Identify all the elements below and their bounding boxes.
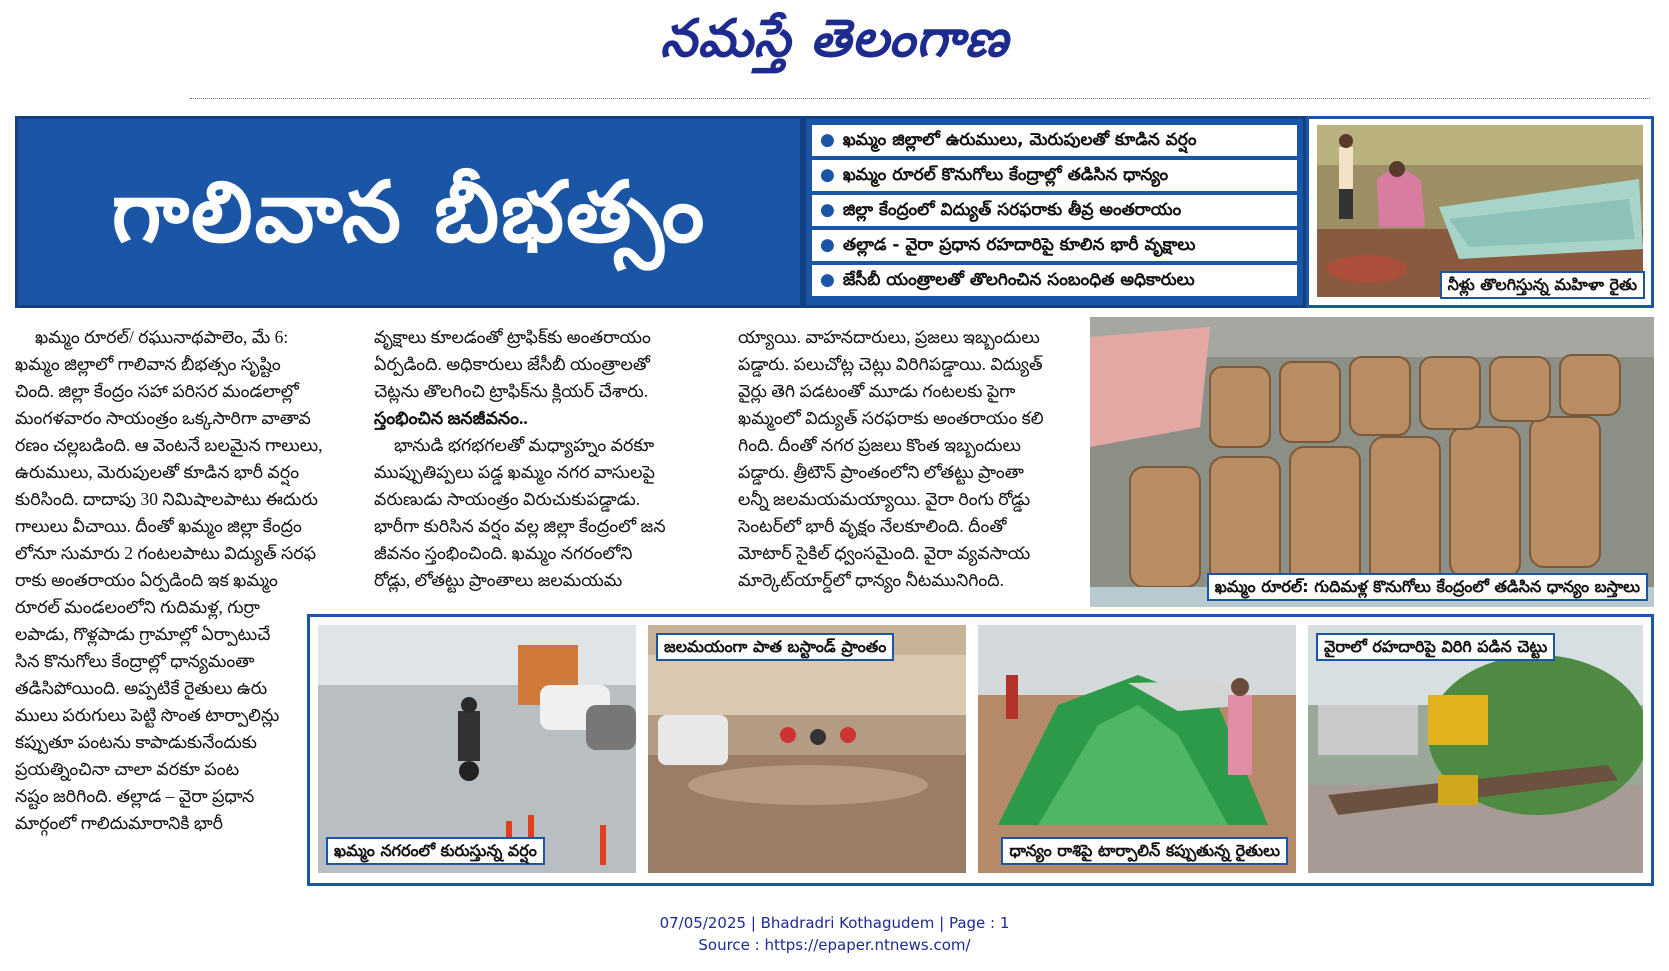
article-line: లోనూ సుమారు 2 గంటలపాటు విద్యుత్ సరఫ — [15, 543, 317, 563]
photo-caption: ఖమ్మం రూరల్: గుదిమళ్ల కొనుగోలు కేంద్రంలో తడిసిన ధాన్యం బస్తాలు — [1207, 573, 1648, 601]
photo-wet-grain-sacks — [1090, 317, 1654, 607]
article-line: రూరల్ మండలంలోని గుదిమళ్ల, గుర్రా — [15, 597, 260, 617]
article-line: రణం చల్లబడింది. ఆ వెంటనే బలమైన గాలులు, — [15, 435, 323, 455]
photo-caption: ధాన్యం రాశిపై టార్పాలిన్ కప్పుతున్న రైతులు — [1001, 837, 1288, 865]
photo-caption: ఖమ్మం నగరంలో కురుస్తున్న వర్షం — [326, 837, 545, 865]
bullet-text: తల్లాడ - వైరా ప్రధాన రహదారిపై కూలిన భారీ వృక్షాలు — [842, 235, 1196, 255]
photo-city-rain — [318, 625, 636, 873]
bullet-item — [812, 125, 1297, 156]
article-line: ఖమ్మం జిల్లాలో గాలివాన బీభత్సం సృష్టిం — [15, 354, 281, 374]
article-line: గింది. దీంతో నగర ప్రజలు కొంత ఇబ్బందులు — [738, 435, 1021, 455]
article-line: మార్గంలో గాలిదుమారానికి భారీ — [15, 813, 224, 833]
bullet-icon: ● — [820, 235, 835, 255]
article-line: ఖమ్మం రూరల్/ రఘునాథపాలెం, మే 6: — [35, 327, 289, 347]
article-line: ఖమ్మంలో విద్యుత్ సరఫరాకు అంతరాయం కలి — [738, 408, 1044, 428]
article-line: వృక్షాలు కూలడంతో ట్రాఫిక్‌కు అంతరాయం — [374, 327, 651, 347]
article-line: కప్పుతూ పంటను కాపాడుకునేందుకు — [15, 732, 257, 752]
masthead-divider — [190, 98, 1650, 100]
article-line: సెంటర్‌లో భారీ వృక్షం నేలకూలింది. దీంతో — [738, 516, 1007, 536]
article-line: పడ్డారు. పలుచోట్ల చెట్లు విరిగిపడ్డాయి. విద్యుత్ — [738, 354, 1043, 374]
article-line: భారీగా కురిసిన వర్షం వల్ల జిల్లా కేంద్రంలో జన — [374, 516, 666, 536]
photo-fallen-tree — [1308, 625, 1643, 873]
photo-old-bus-stand — [648, 625, 966, 873]
bullet-text: ఖమ్మం జిల్లాలో ఉరుములు, మెరుపులతో కూడిన వర్షం — [842, 130, 1197, 150]
article-line: ఉరుములు, మెరుపులతో కూడిన భారీ వర్షం — [15, 462, 300, 482]
article-line: మంగళవారం సాయంత్రం ఒక్కసారిగా వాతావ — [15, 408, 311, 428]
bullet-text: జిల్లా కేంద్రంలో విద్యుత్ సరఫరాకు తీవ్ర అంతరాయం — [842, 200, 1182, 220]
article-line: పడ్డారు. త్రీటౌన్ ప్రాంతంలోని లోతట్టు ప్రాంతా — [738, 462, 1024, 482]
article-line: సిన కొనుగోలు కేంద్రాల్లో ధాన్యమంతా — [15, 651, 255, 671]
headline-title: గాలివాన బీభత్సం — [111, 163, 707, 261]
bullet-item — [812, 195, 1297, 226]
footer-source: Source : https://epaper.ntnews.com/ — [698, 936, 971, 954]
article-line: గాలులు వీచాయి. దీంతో ఖమ్మం జిల్లా కేంద్రం — [15, 516, 302, 536]
article-line: ఏర్పడింది. అధికారులు జేసీబీ యంత్రాలతో — [374, 354, 650, 374]
photo-caption: జలమయంగా పాత బస్టాండ్ ప్రాంతం — [656, 633, 894, 661]
article-line: య్యాయి. వాహనదారులు, ప్రజలు ఇబ్బందులు — [738, 327, 1040, 347]
bullet-text: ఖమ్మం రూరల్ కొనుగోలు కేంద్రాల్లో తడిసిన ధాన్యం — [842, 165, 1169, 185]
article-line: భానుడి భగభగలతో మధ్యాహ్నం వరకూ — [394, 435, 655, 455]
article-line: తడిసిపోయింది. అప్పటికే రైతులు ఉరు — [15, 678, 268, 698]
article-line: ములు పరుగులు పెట్టి సొంత టార్పాలిన్లు — [15, 705, 280, 725]
bullet-icon: ● — [820, 270, 835, 290]
footer-edition-info: 07/05/2025 | Bhadradri Kothagudem | Page : 1 — [659, 914, 1010, 932]
photo-woman-farmer — [1306, 116, 1654, 308]
article-line: ముప్పుతిప్పలు పడ్డ ఖమ్మం నగర వాసులపై — [374, 462, 655, 482]
article-column-3 — [738, 324, 1068, 594]
bullet-icon: ● — [820, 165, 835, 185]
article-line: మార్కెట్‌యార్డ్‌లో ధాన్యం నీటమునిగింది. — [738, 570, 1005, 590]
photo-caption: వైరాలో రహదారిపై విరిగి పడిన చెట్టు — [1316, 633, 1555, 661]
article-line: లన్నీ జలమయమయ్యాయి. వైరా రింగు రోడ్డు — [738, 489, 1031, 509]
article-line: చెట్లను తొలగించి ట్రాఫిక్‌ను క్లియర్ చేశారు. — [374, 381, 649, 401]
article-line: రోడ్లు, లోతట్టు ప్రాంతాలు జలమయమ — [374, 570, 623, 590]
article-column-2 — [374, 324, 694, 594]
article-line: చింది. జిల్లా కేంద్రం సహా పరిసర మండలాల్లో — [15, 381, 299, 401]
bullet-text: జేసీబీ యంత్రాలతో తొలగించిన సంబంధిత అధికారులు — [842, 270, 1195, 290]
article-line: వరుణుడు సాయంత్రం విరుచుకుపడ్డాడు. — [374, 489, 641, 509]
photo-caption: నీళ్లు తొలగిస్తున్న మహిళా రైతు — [1440, 271, 1645, 299]
article-line: వైర్లు తెగి పడటంతో మూడు గంటలకు పైగా — [738, 381, 1016, 401]
masthead-title: నమస్తే తెలంగాణ — [660, 8, 1009, 69]
article-line: నష్టం జరిగింది. తల్లాడ – వైరా ప్రధాన — [15, 786, 255, 806]
bullet-icon: ● — [820, 130, 835, 150]
photo-tarpaulin-grain — [978, 625, 1296, 873]
article-column-1 — [15, 324, 328, 837]
article-line: రాకు అంతరాయం ఏర్పడింది ఇక ఖమ్మం — [15, 570, 278, 590]
bullet-item — [812, 230, 1297, 261]
headline-bullets — [803, 116, 1306, 308]
article-line: ప్రయత్నించినా చాలా వరకూ పంట — [15, 759, 240, 779]
bullet-item — [812, 160, 1297, 191]
bullet-icon: ● — [820, 200, 835, 220]
article-line: కురిసింది. దాదాపు 30 నిమిషాలపాటు ఈదురు — [15, 489, 318, 509]
bullet-item — [812, 265, 1297, 296]
article-subhead: స్తంభించిన జనజీవనం.. — [374, 408, 528, 428]
article-line: జీవనం స్తంభించింది. ఖమ్మం నగరంలోని — [374, 543, 633, 563]
article-line: లపాడు, గొళ్లపాడు గ్రామాల్లో ఏర్పాటుచే — [15, 624, 271, 644]
article-line: మోటార్ సైకిల్ ధ్వంసమైంది. వైరా వ్యవసాయ — [738, 543, 1031, 563]
